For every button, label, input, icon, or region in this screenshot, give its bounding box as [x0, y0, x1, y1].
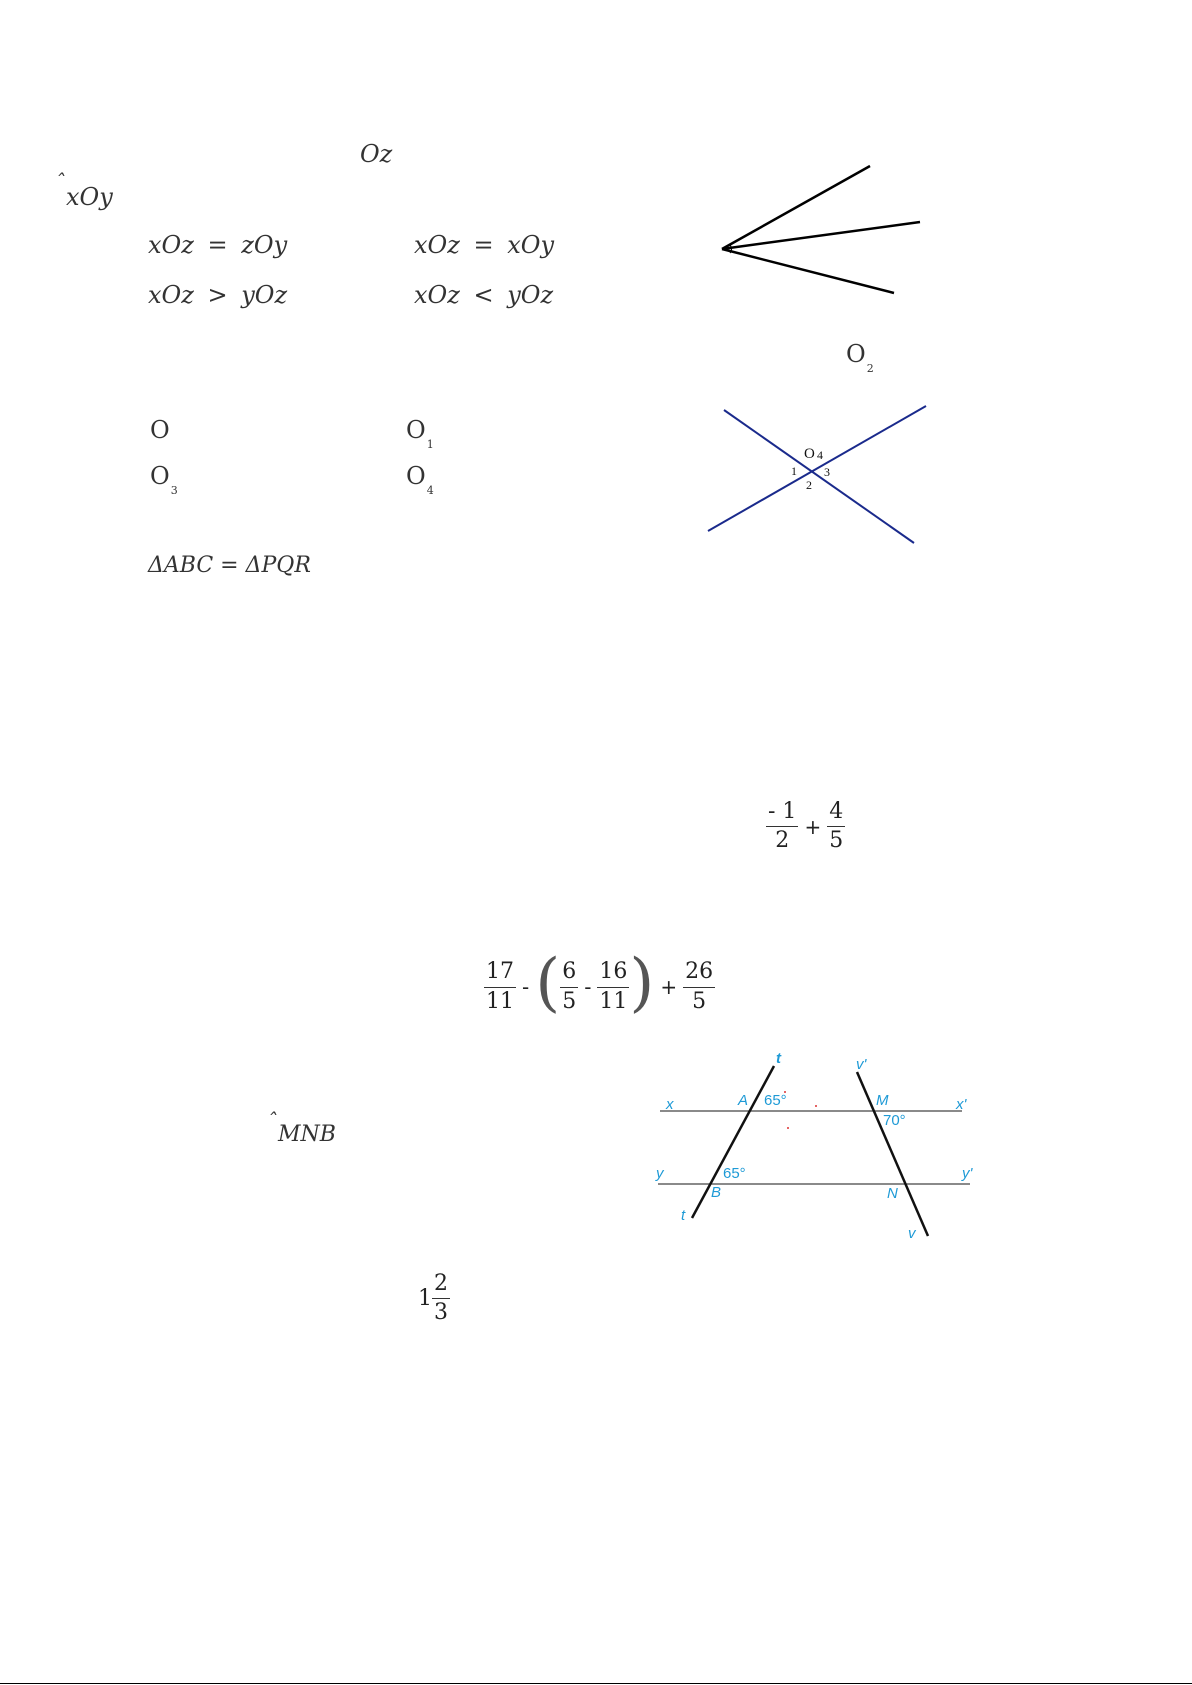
label-x: x — [666, 1096, 674, 1113]
q5-fraction-3: $\frac{16}{11}$ — [599, 959, 628, 1014]
line-vv — [857, 1072, 928, 1236]
q2-option-d[interactable]: $O_4$ — [406, 462, 434, 497]
q5-fraction-2: $\frac{6}{5}$ — [562, 959, 577, 1014]
q1-option-b[interactable]: xOz = xOy — [414, 231, 555, 259]
label-t-bottom: t — [681, 1207, 686, 1224]
line-tt — [692, 1066, 774, 1218]
label-n: N — [887, 1185, 898, 1202]
label-o: O — [804, 446, 815, 462]
q6-angle-name: MNB — [278, 1122, 336, 1147]
q1-option-c[interactable]: xOz > yOz — [148, 281, 288, 309]
q7-fraction: $\frac{2}{3}$ — [434, 1271, 448, 1326]
q1-option-a[interactable]: xOz = zOy — [148, 231, 288, 259]
q2-option-a[interactable]: O — [150, 416, 170, 444]
q5-fraction-4: $\frac{26}{5}$ — [685, 959, 714, 1014]
q4-fraction-a: $\frac{- 1}{2}$ — [768, 799, 797, 854]
label-angle-m: 70° — [883, 1112, 906, 1129]
label-4: 4 — [817, 448, 823, 462]
q1-angle-label: xOy — [66, 183, 113, 211]
q2-crossing-lines-figure — [700, 400, 940, 550]
q2-option-c[interactable]: $O_3$ — [150, 462, 178, 497]
right-paren-icon: ) — [629, 946, 655, 1020]
line-2 — [708, 406, 926, 531]
red-dot — [815, 1105, 817, 1107]
page-bottom-rule — [0, 1683, 1192, 1684]
ray-oz — [722, 222, 920, 249]
q7-mixed-number: 1 $\frac{2}{3}$ — [418, 1271, 448, 1326]
label-x-prime: x' — [956, 1096, 967, 1113]
label-angle-b: 65° — [723, 1165, 746, 1182]
q3-statement: ΔABC = ΔPQR — [148, 553, 311, 578]
q5-expression: $\frac{17}{11}$ -( $\frac{6}{5}$ - $\frac{16}{11}$ ) + $\frac{26}{5}$ — [486, 946, 714, 1020]
left-paren-icon: ( — [535, 946, 561, 1020]
label-t-top: t — [776, 1050, 781, 1067]
q1-ray-name: Oz — [360, 140, 393, 168]
label-v-bottom: v — [908, 1225, 916, 1242]
label-v-top: v' — [856, 1056, 867, 1073]
label-1: 1 — [791, 464, 797, 478]
ray-ox — [722, 166, 870, 249]
label-3: 3 — [824, 465, 830, 479]
label-angle-a: 65° — [764, 1092, 787, 1109]
q1-option-d[interactable]: xOz < yOz — [414, 281, 554, 309]
label-y: y — [656, 1165, 664, 1182]
q1-rays-figure — [700, 150, 940, 320]
ray-oy — [722, 249, 894, 293]
q2-option-b[interactable]: $O_1$ — [406, 416, 434, 451]
q5-fraction-1: $\frac{17}{11}$ — [486, 959, 514, 1014]
q1-angle-name — [66, 183, 113, 211]
q2-question-angle: $O_2$ — [846, 340, 874, 375]
label-2: 2 — [806, 478, 812, 492]
label-y-prime: y' — [962, 1165, 973, 1182]
red-dot — [787, 1127, 789, 1129]
q4-expression: $\frac{- 1}{2}$ + $\frac{4}{5}$ — [768, 799, 844, 854]
label-b: B — [711, 1184, 722, 1201]
label-m: M — [876, 1092, 889, 1109]
q6-parallel-lines-figure — [650, 1050, 990, 1260]
label-a: A — [738, 1092, 749, 1109]
q4-fraction-b: $\frac{4}{5}$ — [829, 799, 844, 854]
